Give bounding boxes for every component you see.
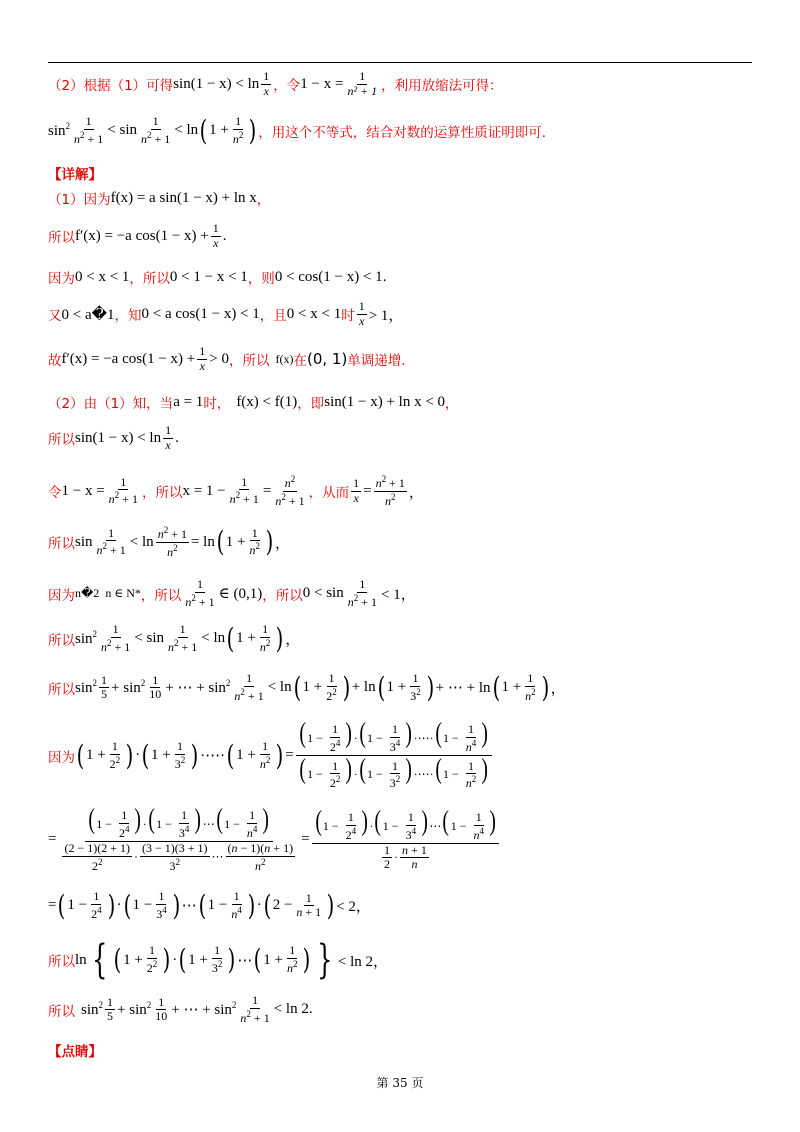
hint-inequality: $\sin^2$ $\frac{1}{n^2 + 1}$ < sin $\frac{1}{n^2 + 1}$ < ln ( 1 + $\frac{1}{n^2}$ ) ，用这个不等式，结合对数的运算性质证明即可.: [48, 113, 547, 147]
p2-line-11: 所以 ln { ( 1 + $\frac{1}{2^2}$ ) · ( 1 + $\frac{1}{3^2}$ ) ⋯ ( 1 + $\frac{1}{n^2}$ ) } < ln 2，: [48, 937, 388, 983]
page-number: 第 35 页: [376, 1076, 424, 1090]
p2-line-5: 因为 n�2 n ∈ N* ，所以 $\frac{1}{n^2 + 1}$ ∈ (0,1) ，所以 0 < sin $\frac{1}{n^2 + 1}$ < 1，: [48, 577, 416, 609]
hint-frac-1: $\frac{1}{x}$: [263, 69, 270, 98]
hint-mid: ，令: [273, 78, 301, 95]
hint-prefix: （2）根据（1）可得: [48, 78, 174, 95]
p2-line-10: = ( 1 − $\frac{1}{2^4}$ ) · ( 1 − $\frac{1}{3^4}$ ) ⋯ ( 1 − $\frac{1}{n^4}$ ) · ( 2 − $\frac{1}{n + 1}$ ) < 2，: [48, 888, 371, 922]
hint-line-1: [48, 70, 503, 99]
p1-line-2: 所以 f′(x) = −a cos(1 − x) + $\frac{1}{x}$ .: [48, 221, 227, 250]
detail-heading: 【详解】: [48, 167, 102, 183]
p2-line-1: （2）由（1）知，当 a = 1 时， f(x) < f(1) ，即 sin(1 − x) + ln x < 0 ，: [48, 393, 459, 412]
hint-frac-2: $\frac{1}{\text{n² + 1}}$: [347, 69, 378, 98]
header-rule: [48, 62, 752, 63]
p2-line-8: 因为 ( 1 + $\frac{1}{2^2}$ ) · ( 1 + $\frac{1}{3^2}$ ) ·⋯· ( 1 + $\frac{1}{n^2}$ ) = (1 − $\frac{1}{2^4}$ )·(1 − $\frac{1}{3^4}$ )·⋯·(1 − $\frac{1}{n^4}$ ) (1 − $\frac{1}{2^2}$ )·(1 − $\frac{1}{3^2}$ )·⋯·(1 − $\frac{1}{n^2}$ ): [48, 720, 494, 791]
hint-ineq-text: ，用这个不等式，结合对数的运算性质证明即可.: [258, 124, 547, 141]
p1-line-1: （1）因为 f(x) = a sin(1 − x) + ln x ，: [48, 189, 271, 208]
review-heading: 【点睛】: [48, 1044, 102, 1060]
p2-line-7: 所以 $\sin^2$ $\frac{1}{5}$ + $\sin^2$ $\frac{1}{10}$ + ⋯ + $\sin^2$ $\frac{1}{n^2 + 1}$ < ln ( 1 + $\frac{1}{2^2}$ ) + ln ( 1 + $\frac{1}{3^2}$ ) + ⋯ + ln ( 1 + $\frac{1}{n^2}$ ) ，: [48, 670, 566, 704]
p1-line-5: 故 f′(x) = −a cos(1 − x) + $\frac{1}{x}$ > 0 ，所以 f(x) 在 (0, 1) 单调递增.: [48, 344, 406, 373]
p1-line-4: 又 0 < a�1 ，知 0 < a cos(1 − x) < 1 ，且 0 < x < 1 时 $\frac{1}{x}$ > 1，: [48, 299, 404, 328]
p2-line-9: = (1 − $\frac{1}{2^4}$ )·(1 − $\frac{1}{3^4}$ )⋯(1 − $\frac{1}{n^4}$ ) $\frac{(2 - 1)(2 + 1)}{2^2}$ · $\frac{(3 - 1)(3 + 1)}{3^2}$ ⋯ $\frac{(n - 1)(n + 1)}{n^2}$ = (1 − $\frac{1}{2^4}$ )·(1 − $\frac{1}{3^4}$ )⋯(1 − $\frac{1}{n^4}$ ) $\frac{1}{2}$ · $\frac{n + 1}{n}$: [48, 806, 501, 874]
hint-suffix: ，利用放缩法可得：: [381, 78, 503, 95]
p2-line-4: 所以 sin $\frac{1}{n^2 + 1}$ < ln $\frac{n^2 + 1}{n^2}$ = ln ( 1 + $\frac{1}{n^2}$ ) ，: [48, 525, 290, 559]
p2-line-6: 所以 $\sin^2$ $\frac{1}{n^2 + 1}$ < sin $\frac{1}{n^2 + 1}$ < ln ( 1 + $\frac{1}{n^2}$ ) ，: [48, 621, 301, 655]
p2-line-2: 所以 sin(1 − x) < ln $\frac{1}{x}$ .: [48, 423, 179, 452]
hint-math-2: 1 − x =: [300, 75, 344, 92]
p2-line-3: 令 1 − x = $\frac{1}{n^2 + 1}$ ，所以 x = 1 − $\frac{1}{n^2 + 1}$ = $\frac{n^2}{n^2 + 1}$ ，从而 $\frac{1}{x}$ = $\frac{n^2 + 1}{n^2}$ ，: [48, 474, 424, 508]
p2-line-12: 所以 $\sin^2$ $\frac{1}{5}$ + $\sin^2$ $\frac{1}{10}$ + ⋯ + $\sin^2$ $\frac{1}{n^2 + 1}$ < ln 2.: [48, 993, 313, 1025]
hint-math-1: sin(1 − x) < ln: [173, 75, 260, 92]
p1-line-3: 因为 0 < x < 1 ，所以 0 < 1 − x < 1 ，则 0 < cos(1 − x) < 1 .: [48, 268, 387, 287]
